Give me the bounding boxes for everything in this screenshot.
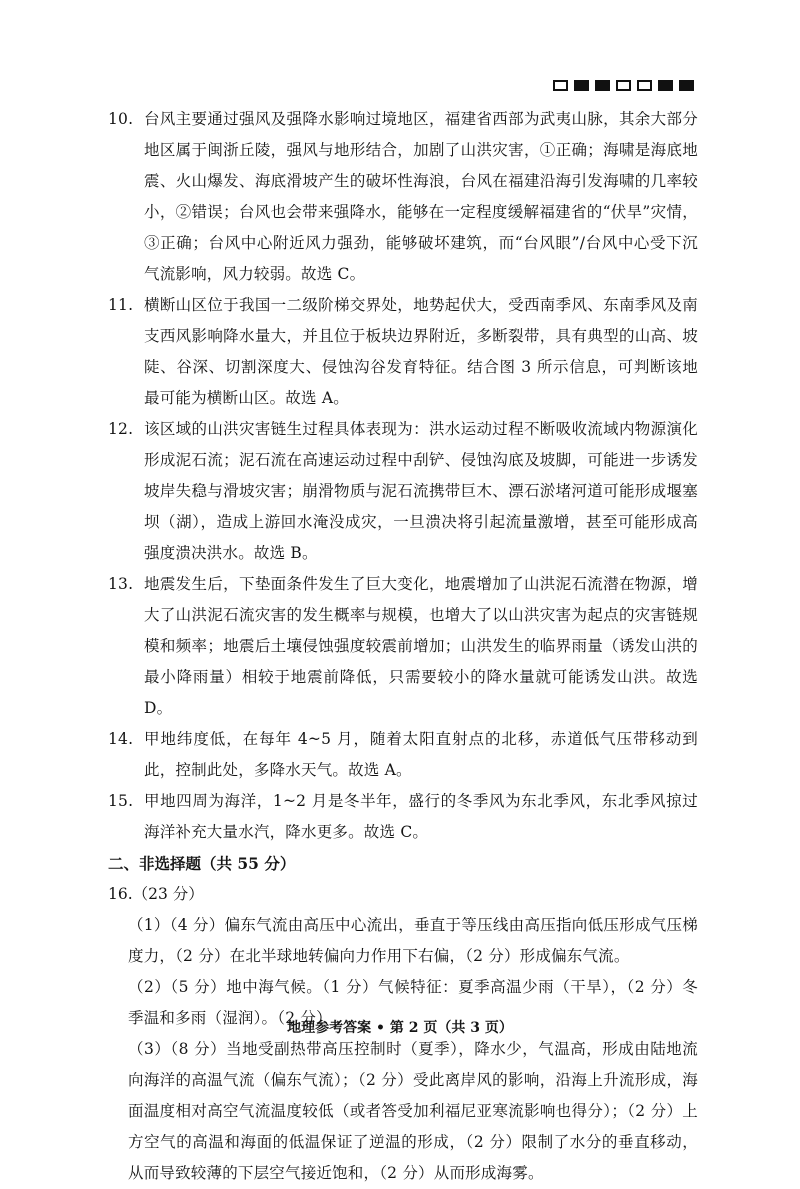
header-mark [637,80,652,91]
answer-item-10 [108,104,698,290]
item-number: 11. [108,296,134,314]
item-text: 甲地纬度低，在每年 4~5 月，随着太阳直射点的北移，赤道低气压带移动到此，控制此处，多降水天气。故选 A。 [144,730,698,779]
answer-item-14 [108,724,698,786]
question-16-part-2: （2）（5 分）地中海气候。（1 分）气候特征：夏季高温少雨（干旱），（2 分）冬季温和多雨（湿润）。（2 分） [128,978,698,1027]
header-mark [553,80,568,91]
item-text: 地震发生后，下垫面条件发生了巨大变化，地震增加了山洪泥石流潜在物源，增大了山洪泥石流灾害的发生概率与规模，也增大了以山洪灾害为起点的灾害链规模和频率；地震后土壤侵蚀强度较震前增加；山洪发生的临界雨量（诱发山洪的最小降雨量）相较于地震前降低，只需要较小的降水量就可能诱发山洪。故选 D。 [144,575,698,717]
page-footer: 地理参考答案 • 第 2 页（共 3 页） [287,1020,513,1036]
item-text: 横断山区位于我国一二级阶梯交界处，地势起伏大，受西南季风、东南季风及南支西风影响降水量大，并且位于板块边界附近，多断裂带，具有典型的山高、坡陡、谷深、切割深度大、侵蚀沟谷发育特征。结合图 3 所示信息，可判断该地最可能为横断山区。故选 A。 [144,296,698,407]
question-16-header [108,879,698,910]
question-16-part-3: （3）（8 分）当地受副热带高压控制时（夏季），降水少，气温高，形成由陆地流向海洋的高温气流（偏东气流）；（2 分）受此离岸风的影响，沿海上升流形成，海面温度相对高空气流温度较低（或者答受加利福尼亚寒流影响也得分）；（2 分）上方空气的高温和海面的低温保证了逆温的形成，（2 分）限制了水分的垂直移动，从而导致较薄的下层空气接近饱和，（2 分）从而形成海雾。 [128,1040,698,1182]
item-number: 15. [108,792,134,810]
item-text: 甲地四周为海洋，1~2 月是冬半年，盛行的冬季风为东北季风，东北季风掠过海洋补充大量水汽，降水更多。故选 C。 [144,792,698,841]
question-score: （23 分） [132,885,204,903]
section-title: 二、非选择题（共 55 分） [108,854,296,873]
header-mark [679,80,694,91]
item-text: 该区域的山洪灾害链生过程具体表现为：洪水运动过程不断吸收流域内物源演化形成泥石流；泥石流在高速运动过程中刮铲、侵蚀沟底及坡脚，可能进一步诱发坡岸失稳与滑坡灾害；崩滑物质与泥石流携带巨木、漂石淤堵河道可能形成堰塞坝（湖），造成上游回水淹没成灾，一旦溃决将引起流量激增，甚至可能形成高强度溃决洪水。故选 B。 [144,420,698,562]
item-number: 10. [108,110,134,128]
answer-item-13 [108,569,698,724]
item-number: 13. [108,575,134,593]
header-mark [658,80,673,91]
item-number: 12. [108,420,134,438]
answer-item-12 [108,414,698,569]
answer-item-11 [108,290,698,414]
header-mark [574,80,589,91]
item-text: 台风主要通过强风及强降水影响过境地区，福建省西部为武夷山脉，其余大部分地区属于闽浙丘陵，强风与地形结合，加剧了山洪灾害，①正确；海啸是海底地震、火山爆发、海底滑坡产生的破坏性海浪，台风在福建沿海引发海啸的几率较小，②错误；台风也会带来强降水，能够在一定程度缓解福建省的“伏旱”灾情，③正确；台风中心附近风力强劲，能够破坏建筑，而“台风眼”/台风中心受下沉气流影响，风力较弱。故选 C。 [144,110,698,283]
header-mark [595,80,610,91]
item-number: 14. [108,730,134,748]
header-marks [553,80,694,91]
answer-item-15 [108,786,698,848]
question-number: 16. [108,885,133,903]
header-mark [616,80,631,91]
question-16-part-1: （1）（4 分）偏东气流由高压中心流出，垂直于等压线由高压指向低压形成气压梯度力，（2 分）在北半球地转偏向力作用下右偏，（2 分）形成偏东气流。 [128,916,698,965]
